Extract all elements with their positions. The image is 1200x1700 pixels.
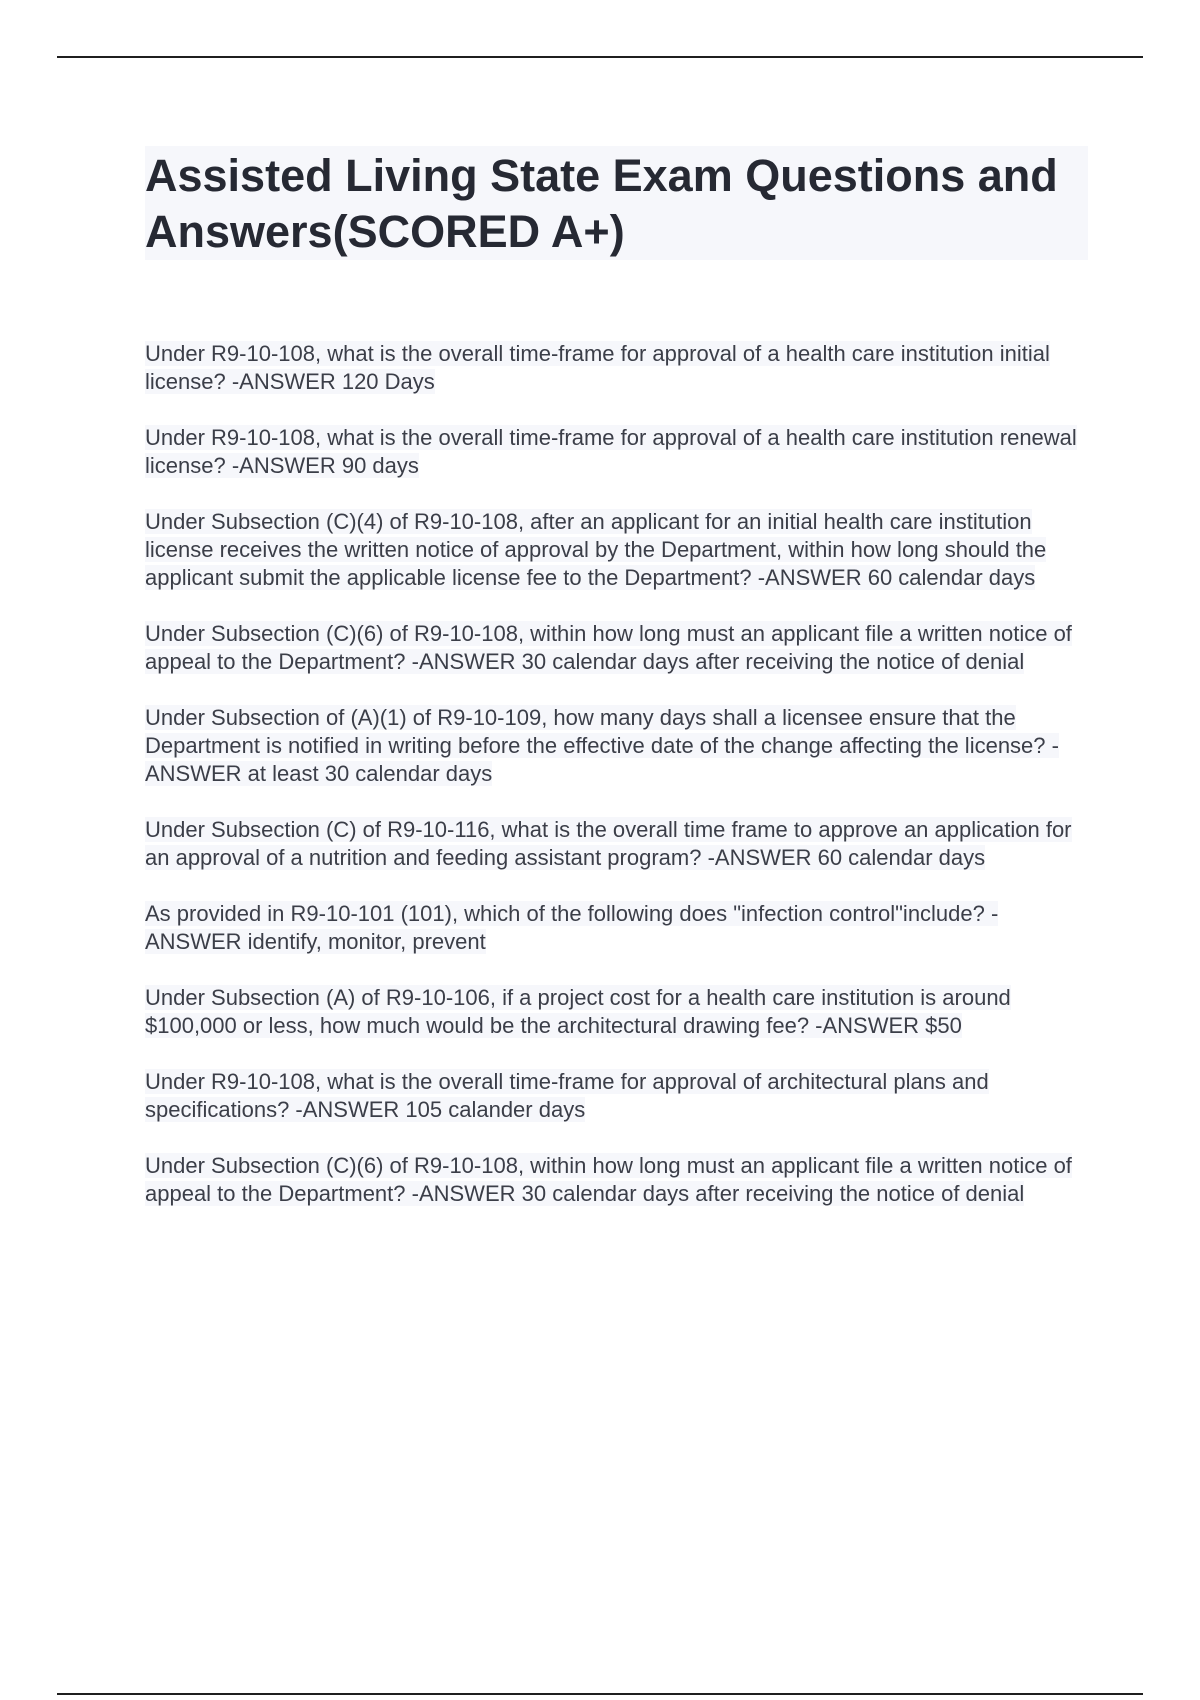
- qa-item-7: [145, 900, 1093, 956]
- qa-item-10: [145, 1152, 1093, 1208]
- qa-text: As provided in R9-10-101 (101), which of the following does "infection control"include? -ANSWER identify, monitor, prevent: [145, 901, 999, 954]
- qa-text: Under Subsection (C)(6) of R9-10-108, within how long must an applicant file a written notice of appeal to the Department? -ANSWER 30 calendar days after receiving the notice of denial: [145, 1153, 1072, 1206]
- qa-text: Under Subsection (A) of R9-10-106, if a project cost for a health care institution is around $100,000 or less, how much would be the architectural drawing fee? -ANSWER $50: [145, 985, 1011, 1038]
- qa-item-8: [145, 984, 1093, 1040]
- qa-text: Under R9-10-108, what is the overall time-frame for approval of a health care institution initial license? -ANSWER 120 Days: [145, 341, 1050, 394]
- qa-text: Under R9-10-108, what is the overall time-frame for approval of a health care institution renewal license? -ANSWER 90 days: [145, 425, 1077, 478]
- bottom-rule: [57, 1693, 1143, 1695]
- qa-list: [145, 340, 1093, 1236]
- qa-item-4: [145, 620, 1093, 676]
- qa-text: Under Subsection (C) of R9-10-116, what is the overall time frame to approve an application for an approval of a nutrition and feeding assistant program? -ANSWER 60 calendar days: [145, 817, 1072, 870]
- qa-text: Under Subsection of (A)(1) of R9-10-109, how many days shall a licensee ensure that the Department is notified in writing before the effective date of the change affecting the license? -ANSWER at least 30 calendar days: [145, 705, 1059, 786]
- qa-item-9: [145, 1068, 1093, 1124]
- qa-item-6: [145, 816, 1093, 872]
- qa-item-5: [145, 704, 1093, 788]
- top-rule: [57, 56, 1143, 58]
- qa-item-3: [145, 508, 1093, 592]
- qa-text: Under R9-10-108, what is the overall time-frame for approval of architectural plans and specifications? -ANSWER 105 calander days: [145, 1069, 989, 1122]
- qa-text: Under Subsection (C)(4) of R9-10-108, after an applicant for an initial health care institution license receives the written notice of approval by the Department, within how long should the applicant submit the applicable license fee to the Department? -ANSWER 60 calendar days: [145, 509, 1047, 590]
- title-block: [145, 146, 1088, 260]
- qa-item-2: [145, 424, 1093, 480]
- qa-text: Under Subsection (C)(6) of R9-10-108, within how long must an applicant file a written notice of appeal to the Department? -ANSWER 30 calendar days after receiving the notice of denial: [145, 621, 1072, 674]
- qa-item-1: [145, 340, 1093, 396]
- page-title: Assisted Living State Exam Questions and Answers(SCORED A+): [145, 150, 1058, 257]
